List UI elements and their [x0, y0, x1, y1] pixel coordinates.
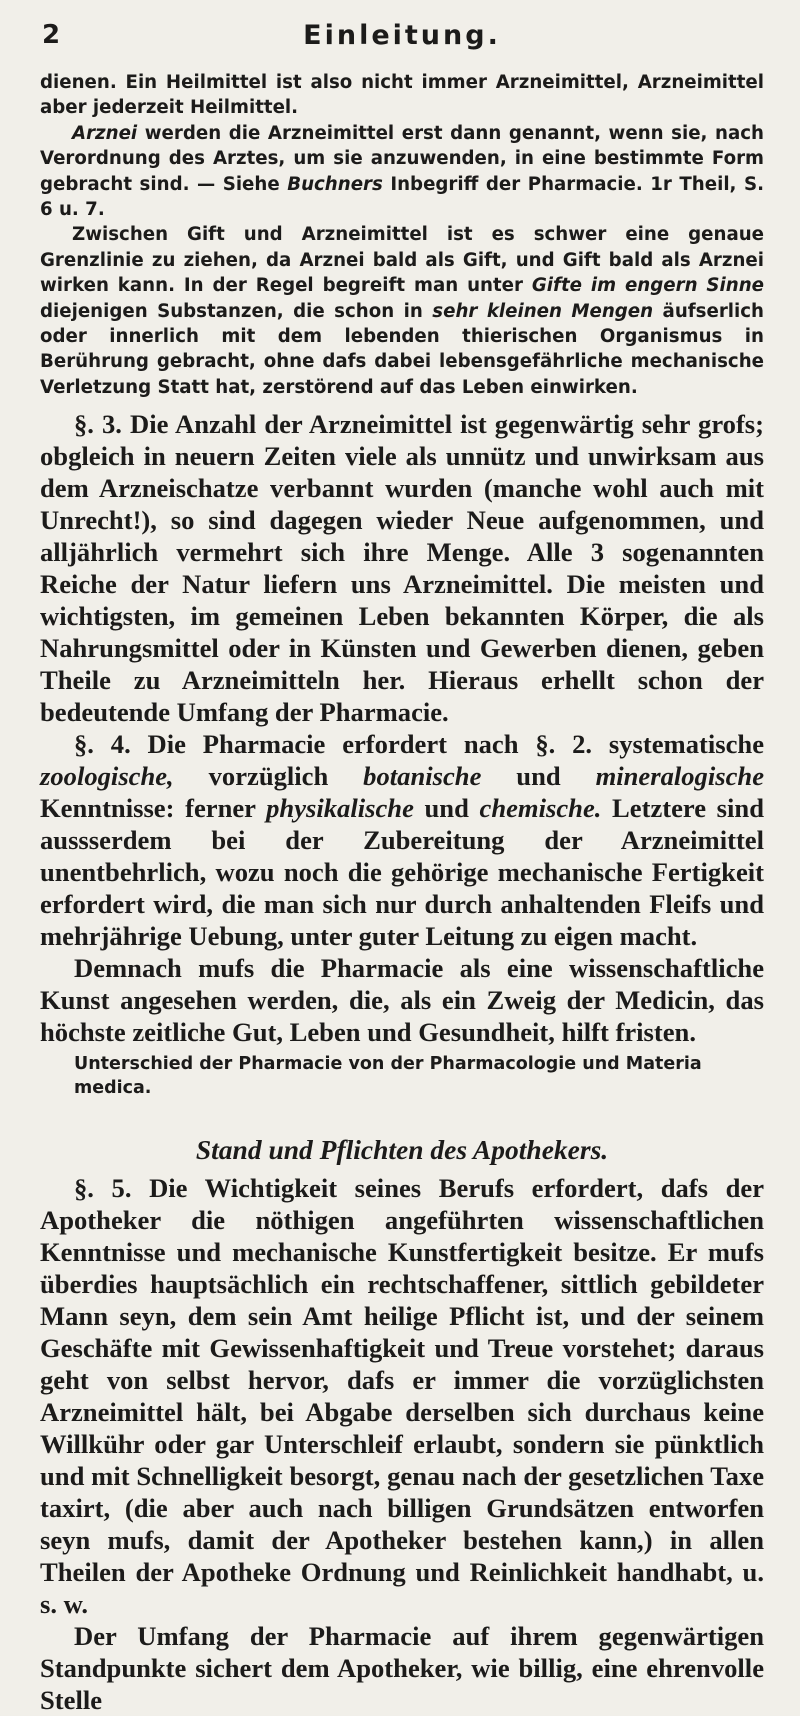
paragraph-gift: Zwischen Gift und Arzneimittel ist es schwer eine genaue Grenzlinie zu ziehen, da Arznei bald als Gift, und Gift bald als Arznei wirken kann. In der Regel begreift man unter Gifte im engern Sinne diejenigen Substanzen, die schon in sehr kleinen Mengen äufserlich oder innerlich mit dem lebenden thierischen Organismus in Berührung gebracht, ohne dafs dabei lebensgefährliche mechanische Verletzung Statt hat, zerstörend auf das Leben einwirken.: [40, 224, 765, 398]
running-head: Einleitung.: [303, 20, 501, 51]
paragraph-arznei: Arznei werden die Arzneimittel erst dann genannt, wenn sie, nach Verordnung des Arztes, um sie anzuwenden, in eine bestimmte Form gebracht sind. — Siehe Buchners Inbegriff der Pharmacie. 1r Theil, S. 6 u. 7.: [40, 122, 764, 221]
marginal-note: Unterschied der Pharmacie von der Pharmacologie und Materia medica.: [74, 1054, 702, 1099]
page-header: [40, 20, 764, 64]
page-number: 2: [42, 20, 61, 50]
section-5: §. 5. Die Wichtigkeit seines Berufs erfordert, dafs der Apotheker die nöthigen angeführten wissenschaftlichen Kenntnisse und mechanische Kunstfertigkeit besitze. Er mufs überdies hauptsächlich ein rechtschaffener, sittlich gebildeter Mann seyn, dem sein Amt heilige Pflicht ist, und der seinem Geschäfte mit Gewissenhaftigkeit und Treue vorstehet; daraus geht von selbst hervor, dafs er immer die vorzüglichsten Arzneimittel hält, bei Abgabe derselben sich durchaus keine Willkühr oder gar Unterschleif erlaubt, sondern sie pünktlich und mit Schnelligkeit besorgt, genau nach der gesetzlichen Taxe taxirt, (die aber auch nach billigen Grundsätzen entworfen seyn mufs, damit der Apotheker bestehen kann,) in allen Theilen der Apotheke Ordnung und Reinlichkeit handhabt, u. s. w.: [40, 1173, 764, 1620]
section-5-continued: Der Umfang der Pharmacie auf ihrem gegenwärtigen Standpunkte sichert dem Apotheker, wie billig, eine ehrenvolle Stelle: [40, 1621, 764, 1716]
section-4: §. 4. Die Pharmacie erfordert nach §. 2. systematische zoologische, vorzüglich botanische und mineralogische Kenntnisse: ferner physikalische und chemische. Letztere sind aussserdem bei der Zubereitung der Arzneimittel unentbehrlich, wozu noch die gehörige mechanische Fertigkeit erfordert wird, die man sich nur durch anhaltenden Fleifs und mehrjährige Uebung, unter guter Leitung zu eigen macht.: [40, 729, 764, 952]
section-4-continued: Demnach mufs die Pharmacie als eine wissenschaftliche Kunst angesehen werden, die, als ein Zweig der Medicin, das höchste zeitliche Gut, Leben und Gesundheit, hilft fristen.: [40, 953, 764, 1048]
section-3: §. 3. Die Anzahl der Arzneimittel ist gegenwärtig sehr grofs; obgleich in neuern Zeiten viele als unnütz und unwirksam aus dem Arzneischatze verbannt wurden (manche wohl auch mit Unrecht!), so sind dagegen wieder Neue aufgenommen, und alljährlich vermehrt sich ihre Menge. Alle 3 sogenannten Reiche der Natur liefern uns Arzneimittel. Die meisten und wichtigsten, im gemeinen Leben bekannten Körper, die als Nahrungsmittel oder in Künsten und Gewerben dienen, geben Theile zu Arzneimitteln her. Hieraus erhellt schon der bedeutende Umfang der Pharmacie.: [40, 409, 764, 728]
section-heading: Stand und Pflichten des Apothekers.: [195, 1134, 609, 1166]
paragraph-continuation: dienen. Ein Heilmittel ist also nicht immer Arzneimittel, Arzneimittel aber jederzeit Heilmittel.: [40, 72, 764, 119]
